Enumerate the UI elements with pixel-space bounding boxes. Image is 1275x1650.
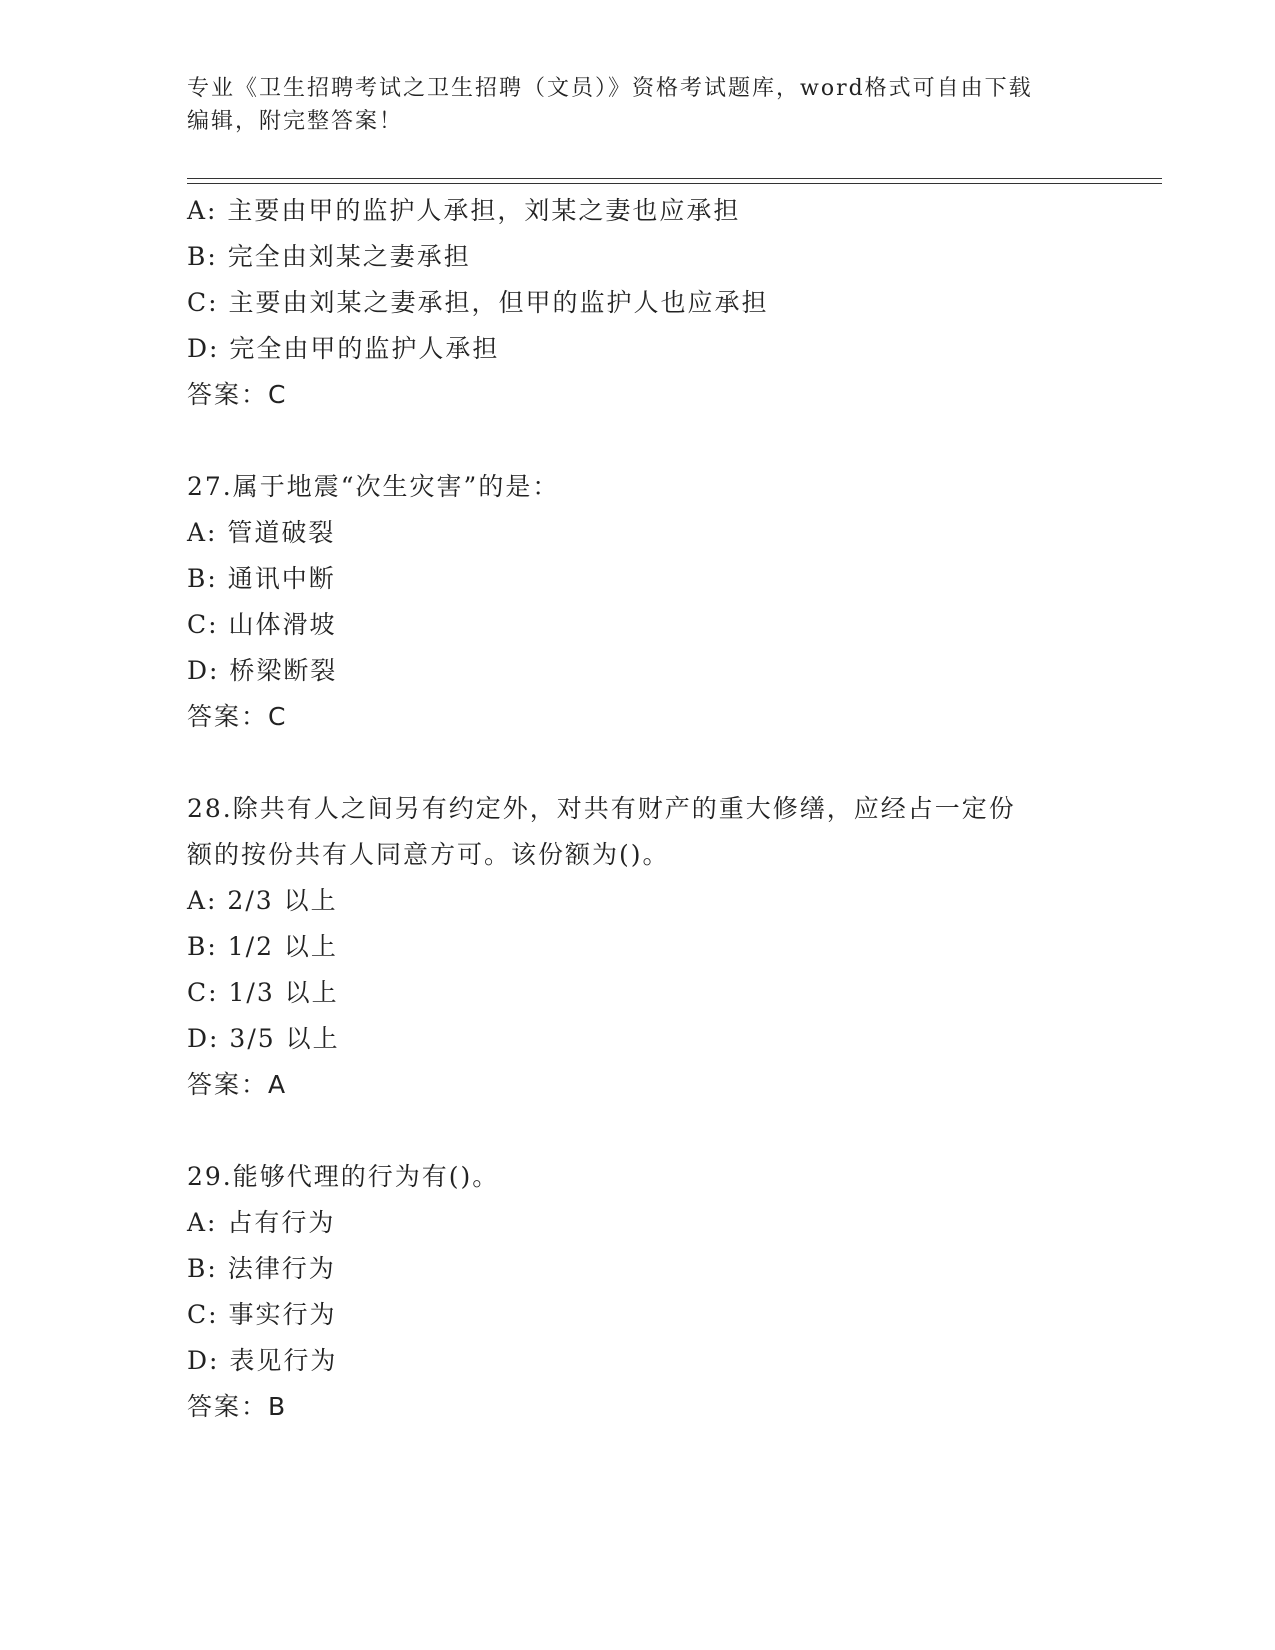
document-header <box>187 72 1067 138</box>
option-a: A: 2/3 以上 <box>187 886 338 915</box>
header-divider-bottom <box>187 183 1162 184</box>
option-b: B: 1/2 以上 <box>187 932 338 961</box>
option-c: C: 事实行为 <box>187 1300 337 1329</box>
header-divider-top <box>187 178 1162 179</box>
answer: 答案：C <box>187 380 288 409</box>
question-list <box>187 188 1087 1430</box>
question-text-line-1: 28.除共有人之间另有约定外，对共有财产的重大修缮，应经占一定份 <box>187 794 1016 823</box>
option-b: B: 法律行为 <box>187 1254 336 1283</box>
question-28 <box>187 786 1087 1108</box>
question-27 <box>187 464 1087 740</box>
answer: 答案：B <box>187 1392 288 1421</box>
spacer <box>187 740 1087 786</box>
option-a: A: 主要由甲的监护人承担，刘某之妻也应承担 <box>187 196 741 225</box>
spacer <box>187 418 1087 464</box>
option-c: C: 山体滑坡 <box>187 610 337 639</box>
option-d: D: 3/5 以上 <box>187 1024 340 1053</box>
option-c: C: 1/3 以上 <box>187 978 339 1007</box>
answer: 答案：C <box>187 702 288 731</box>
option-b: B: 完全由刘某之妻承担 <box>187 242 471 271</box>
option-a: A: 占有行为 <box>187 1208 336 1237</box>
answer: 答案：A <box>187 1070 288 1099</box>
option-d: D: 桥梁断裂 <box>187 656 338 685</box>
header-line-1: 专业《卫生招聘考试之卫生招聘（文员）》资格考试题库，word格式可自由下载 <box>187 76 1033 101</box>
option-d: D: 完全由甲的监护人承担 <box>187 334 500 363</box>
question-text: 29.能够代理的行为有()。 <box>187 1162 500 1191</box>
question-29 <box>187 1154 1087 1430</box>
question-text-line-2: 额的按份共有人同意方可。该份额为()。 <box>187 840 670 869</box>
question-26 <box>187 188 1087 418</box>
option-a: A: 管道破裂 <box>187 518 336 547</box>
spacer <box>187 1108 1087 1154</box>
question-text: 27.属于地震“次生灾害”的是： <box>187 472 560 501</box>
header-line-2: 编辑，附完整答案！ <box>187 109 404 134</box>
option-b: B: 通讯中断 <box>187 564 336 593</box>
option-c: C: 主要由刘某之妻承担，但甲的监护人也应承担 <box>187 288 769 317</box>
option-d: D: 表见行为 <box>187 1346 338 1375</box>
